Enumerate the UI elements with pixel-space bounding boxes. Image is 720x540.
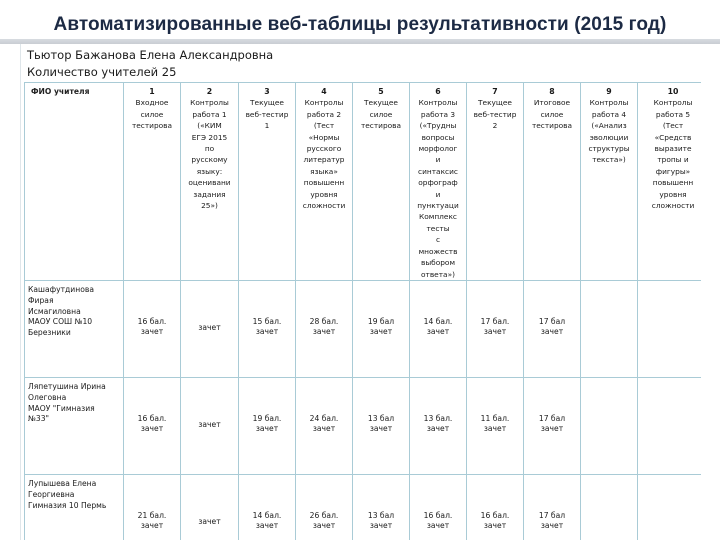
result-value: 16 бал. зачет [137,316,167,337]
result-cell [353,474,410,540]
header-col-8 [524,83,581,281]
teacher-name: Лупышева Елена Георгиевна Гимназия 10 Пермь [28,478,107,510]
result-value [581,475,637,511]
result-cell [353,280,410,377]
result-value: 15 бал. зачет [252,316,282,337]
header-number: 1 [149,87,155,96]
result-value: 14 бал. зачет [423,316,453,337]
teacher-count-line: Количество учителей 25 [27,65,177,79]
result-cell [524,474,581,540]
result-value: 13 бал. зачет [423,413,453,434]
teacher-name-cell [25,474,124,540]
header-col-4 [296,83,353,281]
result-cell [181,474,239,540]
result-cell [124,474,181,540]
header-number: 5 [378,87,384,96]
result-cell [181,280,239,377]
table-row [25,474,702,540]
header-label: Контролы работа 3 («Трудны вопросы морфолог и синтаксис орфограф и пунктуаци Комплекс тесты с множеств выбором ответа») [417,98,459,279]
result-cell [296,280,353,377]
header-label: Текущее веб-тестир 2 [473,98,517,131]
result-cell [239,280,296,377]
teacher-name: Ляпетушина Ирина Олеговна МАОУ "Гимназия №33" [28,381,106,424]
result-value: 13 бал зачет [367,413,395,434]
result-value: зачет [198,516,221,526]
result-cell [239,377,296,474]
header-col-10 [638,83,702,281]
result-value [638,475,701,511]
result-cell [638,377,702,474]
result-cell [296,377,353,474]
header-col-5 [353,83,410,281]
result-value: 16 бал. зачет [137,413,167,434]
teacher-name: Кашафутдинова Фирая Исмагиловна МАОУ СОШ №10 Березники [28,284,94,338]
result-value: 11 бал. зачет [480,413,510,434]
result-cell [467,474,524,540]
document-screenshot [20,44,701,540]
header-number: 2 [206,87,213,96]
header-label: Текущее веб-тестир 1 [245,98,289,131]
result-value: 26 бал. зачет [309,510,339,531]
result-value: 17 бал зачет [538,413,566,434]
teacher-name-cell [25,280,124,377]
result-value: 17 бал зачет [538,316,566,337]
header-label: Итоговое силое тестирова [531,98,573,131]
table-row [25,377,702,474]
result-cell [410,474,467,540]
result-cell [581,474,638,540]
result-cell [467,280,524,377]
header-number: 10 [667,87,679,96]
result-cell [581,377,638,474]
result-cell [124,377,181,474]
result-cell [638,474,702,540]
header-number: 7 [492,87,498,96]
result-cell [524,377,581,474]
header-col-7 [467,83,524,281]
result-cell [239,474,296,540]
result-value [638,281,701,317]
result-value: 16 бал. зачет [480,510,510,531]
result-cell [181,377,239,474]
result-value: 28 бал. зачет [309,316,339,337]
header-number: 8 [549,87,555,96]
result-value: 16 бал. зачет [423,510,453,531]
table-header-row [25,83,702,281]
header-label: Контролы работа 4 («Анализ эволюции структуры текста») [588,98,630,165]
header-label: Контролы работа 5 (Тест «Средств выразите тропы и фигуры» повышенн уровня сложности [651,98,695,211]
header-label: Входное силое тестирова [131,98,173,131]
result-value: 13 бал зачет [367,510,395,531]
results-table [24,82,701,540]
header-number: 3 [264,87,270,96]
result-value: зачет [198,322,221,332]
result-value: 19 бал зачет [367,316,395,337]
header-number: 9 [606,87,612,96]
result-cell [296,474,353,540]
header-fio [25,83,124,281]
result-value: 17 бал зачет [538,510,566,531]
result-value: 14 бал. зачет [252,510,282,531]
teacher-name-cell [25,377,124,474]
result-cell [581,280,638,377]
result-cell [638,280,702,377]
result-value: зачет [198,419,221,429]
header-col-1 [124,83,181,281]
header-label: Текущее силое тестирова [360,98,402,131]
table-row [25,280,702,377]
result-value [638,378,701,414]
result-value [581,281,637,317]
header-label: ФИО учителя [31,87,90,96]
header-label: Контролы работа 2 (Тест «Нормы русского литератур языка» повышенн уровня сложности [302,98,346,211]
result-cell [410,280,467,377]
header-col-9 [581,83,638,281]
result-value: 21 бал. зачет [137,510,167,531]
header-number: 4 [321,87,327,96]
result-value: 24 бал. зачет [309,413,339,434]
result-value [581,378,637,414]
result-cell [524,280,581,377]
header-col-2 [181,83,239,281]
header-col-6 [410,83,467,281]
header-col-3 [239,83,296,281]
header-label: Контролы работа 1 («КИМ ЕГЭ 2015 по русскому языку: оценивани задания 25») [188,98,231,211]
result-cell [467,377,524,474]
result-cell [353,377,410,474]
result-cell [124,280,181,377]
result-cell [410,377,467,474]
result-value: 19 бал. зачет [252,413,282,434]
slide-title: Автоматизированные веб-таблицы результативности (2015 год) [53,14,667,35]
tutor-line: Тьютор Бажанова Елена Александровна [27,48,274,62]
header-number: 6 [435,87,441,96]
result-value: 17 бал. зачет [480,316,510,337]
